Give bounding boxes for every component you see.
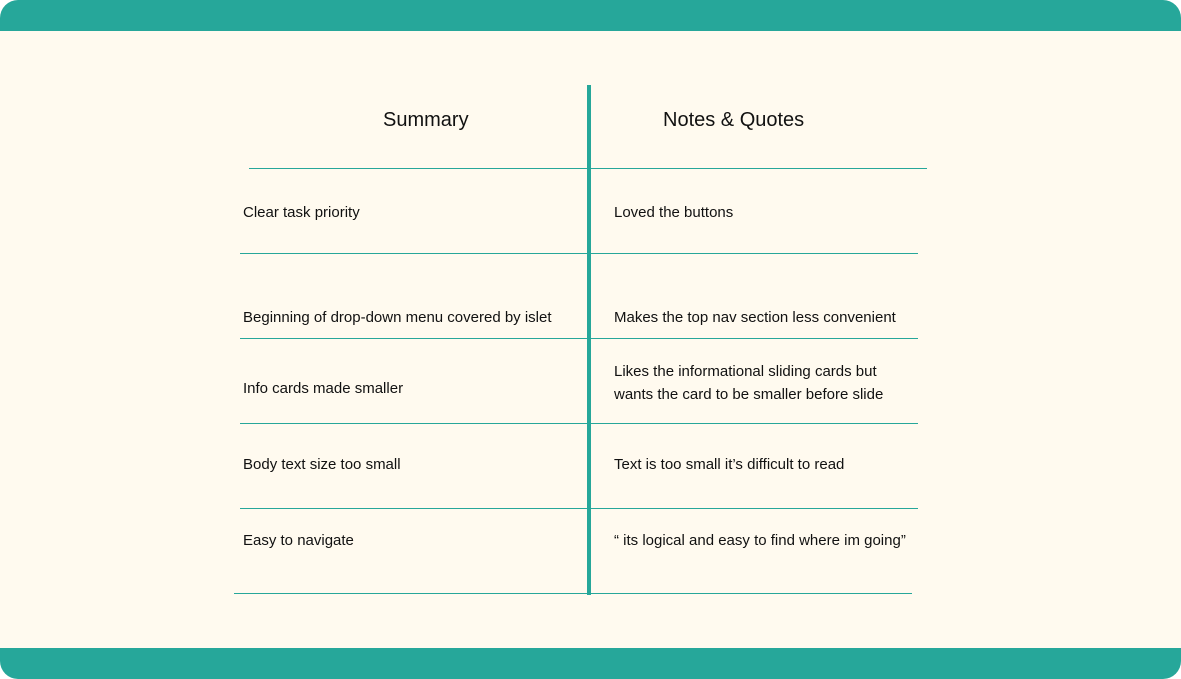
summary-column-header: Summary xyxy=(383,109,469,131)
top-accent-bar xyxy=(0,0,1181,31)
bottom-rule xyxy=(234,593,912,594)
header-rule xyxy=(249,168,927,169)
notes-column-header: Notes & Quotes xyxy=(663,109,805,131)
notes-cell: Makes the top nav section less convenient xyxy=(614,309,896,326)
summary-cell: Easy to navigate xyxy=(243,532,354,549)
notes-cell: “ its logical and easy to find where im going” xyxy=(614,532,906,549)
row-rule xyxy=(240,508,918,509)
bottom-accent-bar xyxy=(0,648,1181,679)
summary-cell: Info cards made smaller xyxy=(243,380,404,397)
notes-cell-line-2: wants the card to be smaller before slide xyxy=(614,386,884,403)
column-divider xyxy=(587,85,591,595)
notes-cell: Text is too small it’s difficult to read xyxy=(614,456,845,473)
summary-cell: Body text size too small xyxy=(243,456,401,473)
summary-cell: Clear task priority xyxy=(243,204,360,221)
notes-cell-line-1: Likes the informational sliding cards but xyxy=(614,363,877,380)
row-rule xyxy=(240,253,918,254)
row-rule xyxy=(240,338,918,339)
summary-cell: Beginning of drop-down menu covered by islet xyxy=(243,309,552,326)
row-rule xyxy=(240,423,918,424)
notes-cell: Loved the buttons xyxy=(614,204,734,221)
